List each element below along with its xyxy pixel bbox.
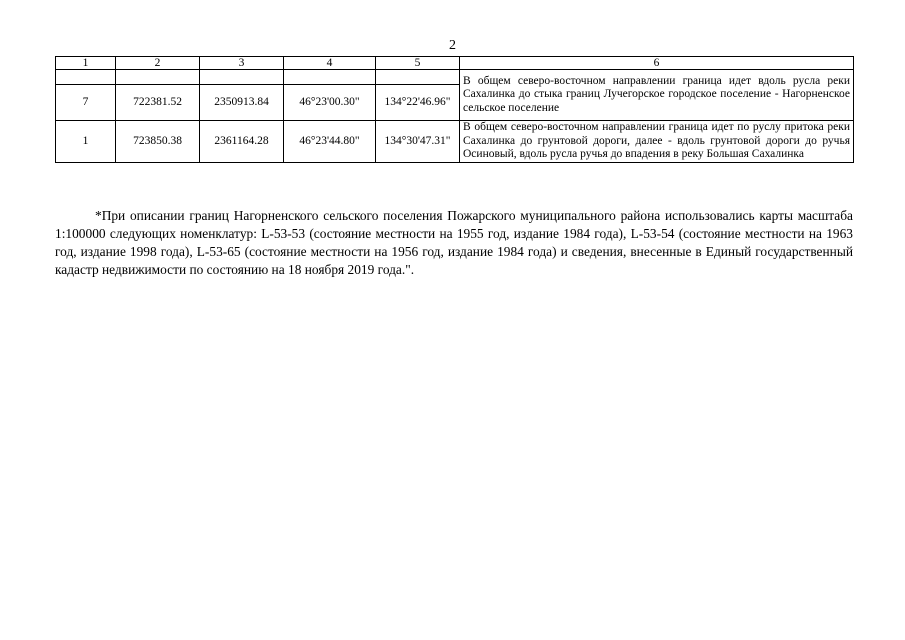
- column-header-3: 3: [200, 57, 284, 70]
- table-row: [56, 121, 854, 163]
- segment-description: В общем северо-восточном направлении граница идет по руслу притока реки Сахалинка до грунтовой дороги, далее - вдоль грунтовой дороги до ручья Осиновый, вдоль русла ручья до впадения в реку Большая Сахалинка: [460, 121, 854, 163]
- footnote: *При описании границ Нагорненского сельского поселения Пожарского муниципального района использовались карты масштаба 1:100000 следующих номенклатур: L-53-53 (состояние местности на 1955 год, издание 1984 года), L-53-54 (состояние местности на 1963 год, издание 1998 года), L-53-65 (состояние местности на 1956 год, издание 1984 года) и сведения, внесенные в Единый государственный кадастр недвижимости по состоянию на 18 ноября 2019 года.".: [55, 208, 853, 278]
- coordinate-x: 723850.38: [116, 121, 200, 163]
- column-header-2: 2: [116, 57, 200, 70]
- boundary-coordinates-table: [55, 56, 854, 163]
- point-number: 7: [56, 85, 116, 121]
- table-cell: [284, 70, 376, 85]
- segment-description: В общем северо-восточном направлении граница идет вдоль русла реки Сахалинка до стыка границ Лучегорское городское поселение - Нагорненское сельское поселение: [460, 70, 854, 121]
- table-cell: [376, 70, 460, 85]
- column-header-5: 5: [376, 57, 460, 70]
- page-number: 2: [449, 38, 456, 53]
- table-header-row: [56, 57, 854, 70]
- longitude: 134°30'47.31": [376, 121, 460, 163]
- coordinate-x: 722381.52: [116, 85, 200, 121]
- coordinate-y: 2350913.84: [200, 85, 284, 121]
- column-header-6: 6: [460, 57, 854, 70]
- column-header-1: 1: [56, 57, 116, 70]
- table-cell: [56, 70, 116, 85]
- longitude: 134°22'46.96": [376, 85, 460, 121]
- latitude: 46°23'44.80": [284, 121, 376, 163]
- point-number: 1: [56, 121, 116, 163]
- table-cell: [116, 70, 200, 85]
- coordinate-y: 2361164.28: [200, 121, 284, 163]
- latitude: 46°23'00.30": [284, 85, 376, 121]
- table-cell: [200, 70, 284, 85]
- table-row: [56, 70, 854, 85]
- column-header-4: 4: [284, 57, 376, 70]
